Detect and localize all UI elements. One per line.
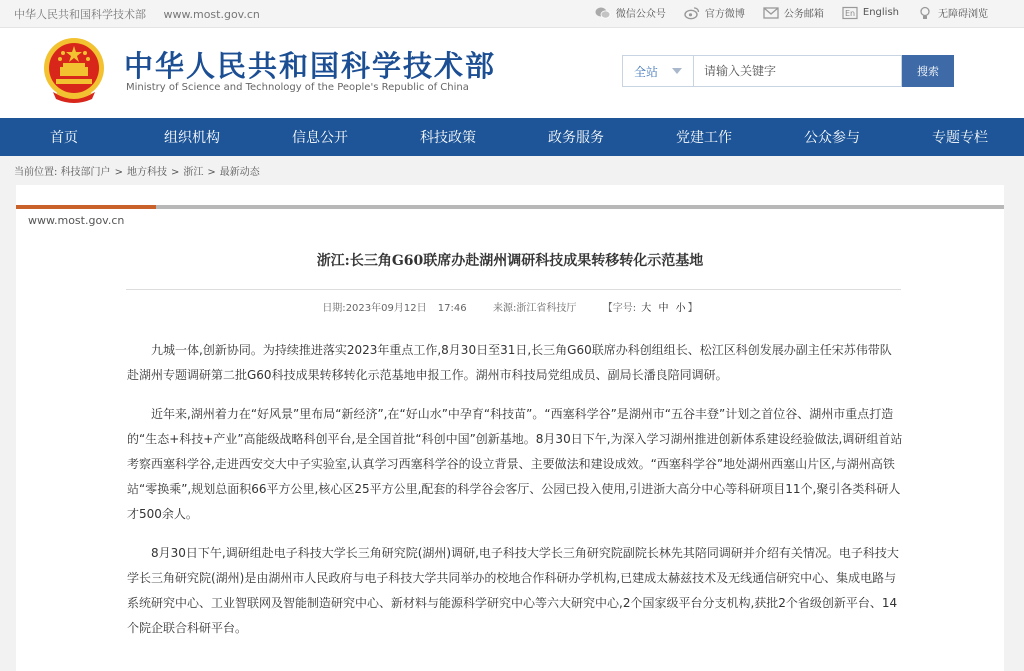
nav-item-public[interactable]: 公众参与 — [804, 130, 860, 146]
source-label: 来源: — [492, 303, 517, 314]
font-size-medium[interactable]: 中 — [658, 303, 669, 314]
article-top-bar-accent — [16, 205, 156, 209]
wechat-icon — [595, 6, 611, 20]
topbar-link-label: 公务邮箱 — [783, 9, 824, 20]
site-subtitle: Ministry of Science and Technology of the People's Republic of China — [126, 82, 469, 93]
divider — [126, 289, 901, 290]
topbar-link-mail[interactable] — [763, 5, 824, 20]
topbar-left — [14, 6, 260, 22]
nav-item-party[interactable]: 党建工作 — [676, 130, 732, 146]
breadcrumb-separator: > — [114, 167, 123, 178]
article-time: 17:46 — [437, 303, 467, 314]
breadcrumb-item[interactable]: 科技部门户 — [60, 167, 111, 178]
national-emblem-icon[interactable] — [43, 37, 105, 107]
article-source: 浙江省科技厅 — [516, 303, 577, 314]
english-icon — [842, 6, 858, 20]
topbar-link-weibo[interactable] — [684, 5, 745, 20]
topbar-link-label: 无障碍浏览 — [938, 9, 988, 20]
svg-text:En: En — [844, 8, 855, 18]
topbar-link-wechat[interactable] — [595, 5, 666, 20]
article-top-bar — [16, 205, 1004, 209]
main-nav — [0, 118, 1024, 156]
top-utility-bar — [0, 0, 1024, 28]
article-paragraph: 近年来,湖州着力在“好风景”里布局“新经济”,在“好山水”中孕育“科技苗”。“西塞科学谷”是湖州市“五谷丰登”计划之首位谷、湖州市重点打造的“生态+科技+产业”高能级战略科创平台,是全国首批“科创中国”创新基地。8月30日下午,为深入学习湖州推进创新体系建设经验做法,调研组首站考察西塞科学谷,走进西安交大中子实验室,认真学习西塞科学谷的设立背景、主要做法和建设成效。“西塞科学谷”地处湖州西塞山片区,与湖州高铁站“零换乘”,规划总面积66平方公里,核心区25平方公里,配套的科学谷会客厅、公园已投入使用,引进浙大高分中心等科研项目11个,聚引各类科研人才500余人。 — [127, 407, 903, 521]
article-site-url: www.most.gov.cn — [28, 214, 125, 227]
nav-item-topics[interactable]: 专题专栏 — [932, 130, 988, 146]
topbar-link-accessibility[interactable] — [917, 5, 988, 20]
topbar-site-url[interactable]: www.most.gov.cn — [163, 8, 260, 21]
search-button[interactable]: 搜索 — [902, 55, 954, 87]
article-paragraph: 九城一体,创新协同。为持续推进落实2023年重点工作,8月30日至31日,长三角G60联席办科创组组长、松江区科创发展办副主任宋苏伟带队赴湖州专题调研第二批G60科技成果转移转化示范基地申报工作。湖州市科技局党组成员、副局长潘良陪同调研。 — [127, 343, 892, 382]
article-meta — [16, 299, 1004, 314]
article-body — [127, 338, 903, 655]
topbar-link-label: English — [862, 7, 899, 18]
breadcrumb-separator: > — [170, 167, 180, 178]
font-size-large[interactable]: 大 — [641, 303, 652, 314]
article-date: 2023年09月12日 — [345, 303, 427, 314]
breadcrumb-item[interactable]: 浙江 — [183, 167, 204, 178]
breadcrumb-prefix: 当前位置: — [14, 167, 58, 178]
font-size-close: 】 — [687, 303, 698, 314]
mail-icon — [763, 6, 779, 20]
article-paragraph: 8月30日下午,调研组赴电子科技大学长三角研究院(湖州)调研,电子科技大学长三角研究院副院长林先其陪同调研并介绍有关情况。电子科技大学长三角研究院(湖州)是由湖州市人民政府与电子科技大学共同举办的校地合作科研办学机构,已建成太赫兹技术及无线通信研究中心、集成电路与系统研究中心、工业智联网及智能制造研究中心、新材料与能源科学研究中心等六大研究中心,2个国家级平台分支机构,获批2个省级创新平台、14个院企联合科研平台。 — [127, 546, 899, 635]
topbar-link-label: 官方微博 — [704, 9, 745, 20]
topbar-site-name[interactable]: 中华人民共和国科学技术部 — [14, 8, 146, 21]
nav-item-organization[interactable]: 组织机构 — [164, 130, 220, 146]
topbar-link-english[interactable] — [842, 5, 899, 20]
nav-item-info-disclosure[interactable]: 信息公开 — [292, 130, 348, 146]
search-scope-select[interactable] — [622, 55, 694, 87]
search-input[interactable] — [694, 55, 902, 87]
site-header — [0, 28, 1024, 118]
article-title: 浙江:长三角G60联席办赴湖州调研科技成果转移转化示范基地 — [316, 253, 704, 269]
breadcrumb-item[interactable]: 最新动态 — [219, 167, 260, 178]
date-label: 日期: — [322, 303, 346, 314]
article-panel — [16, 185, 1004, 671]
topbar-link-label: 微信公众号 — [615, 9, 666, 20]
font-size-small[interactable]: 小 — [675, 303, 686, 314]
search-scope-label: 全站 — [633, 64, 658, 79]
font-size-label: 【字号: — [602, 303, 637, 314]
accessibility-icon — [917, 6, 933, 20]
nav-item-policy[interactable]: 科技政策 — [420, 130, 476, 146]
site-title[interactable]: 中华人民共和国科学技术部 — [124, 49, 497, 83]
search-bar — [622, 55, 954, 87]
nav-item-services[interactable]: 政务服务 — [548, 130, 604, 146]
breadcrumb — [14, 163, 260, 178]
topbar-links — [595, 5, 988, 20]
nav-item-home[interactable]: 首页 — [50, 130, 78, 146]
chevron-down-icon — [672, 68, 682, 74]
breadcrumb-item[interactable]: 地方科技 — [126, 167, 167, 178]
breadcrumb-separator: > — [207, 167, 216, 178]
weibo-icon — [684, 6, 700, 20]
